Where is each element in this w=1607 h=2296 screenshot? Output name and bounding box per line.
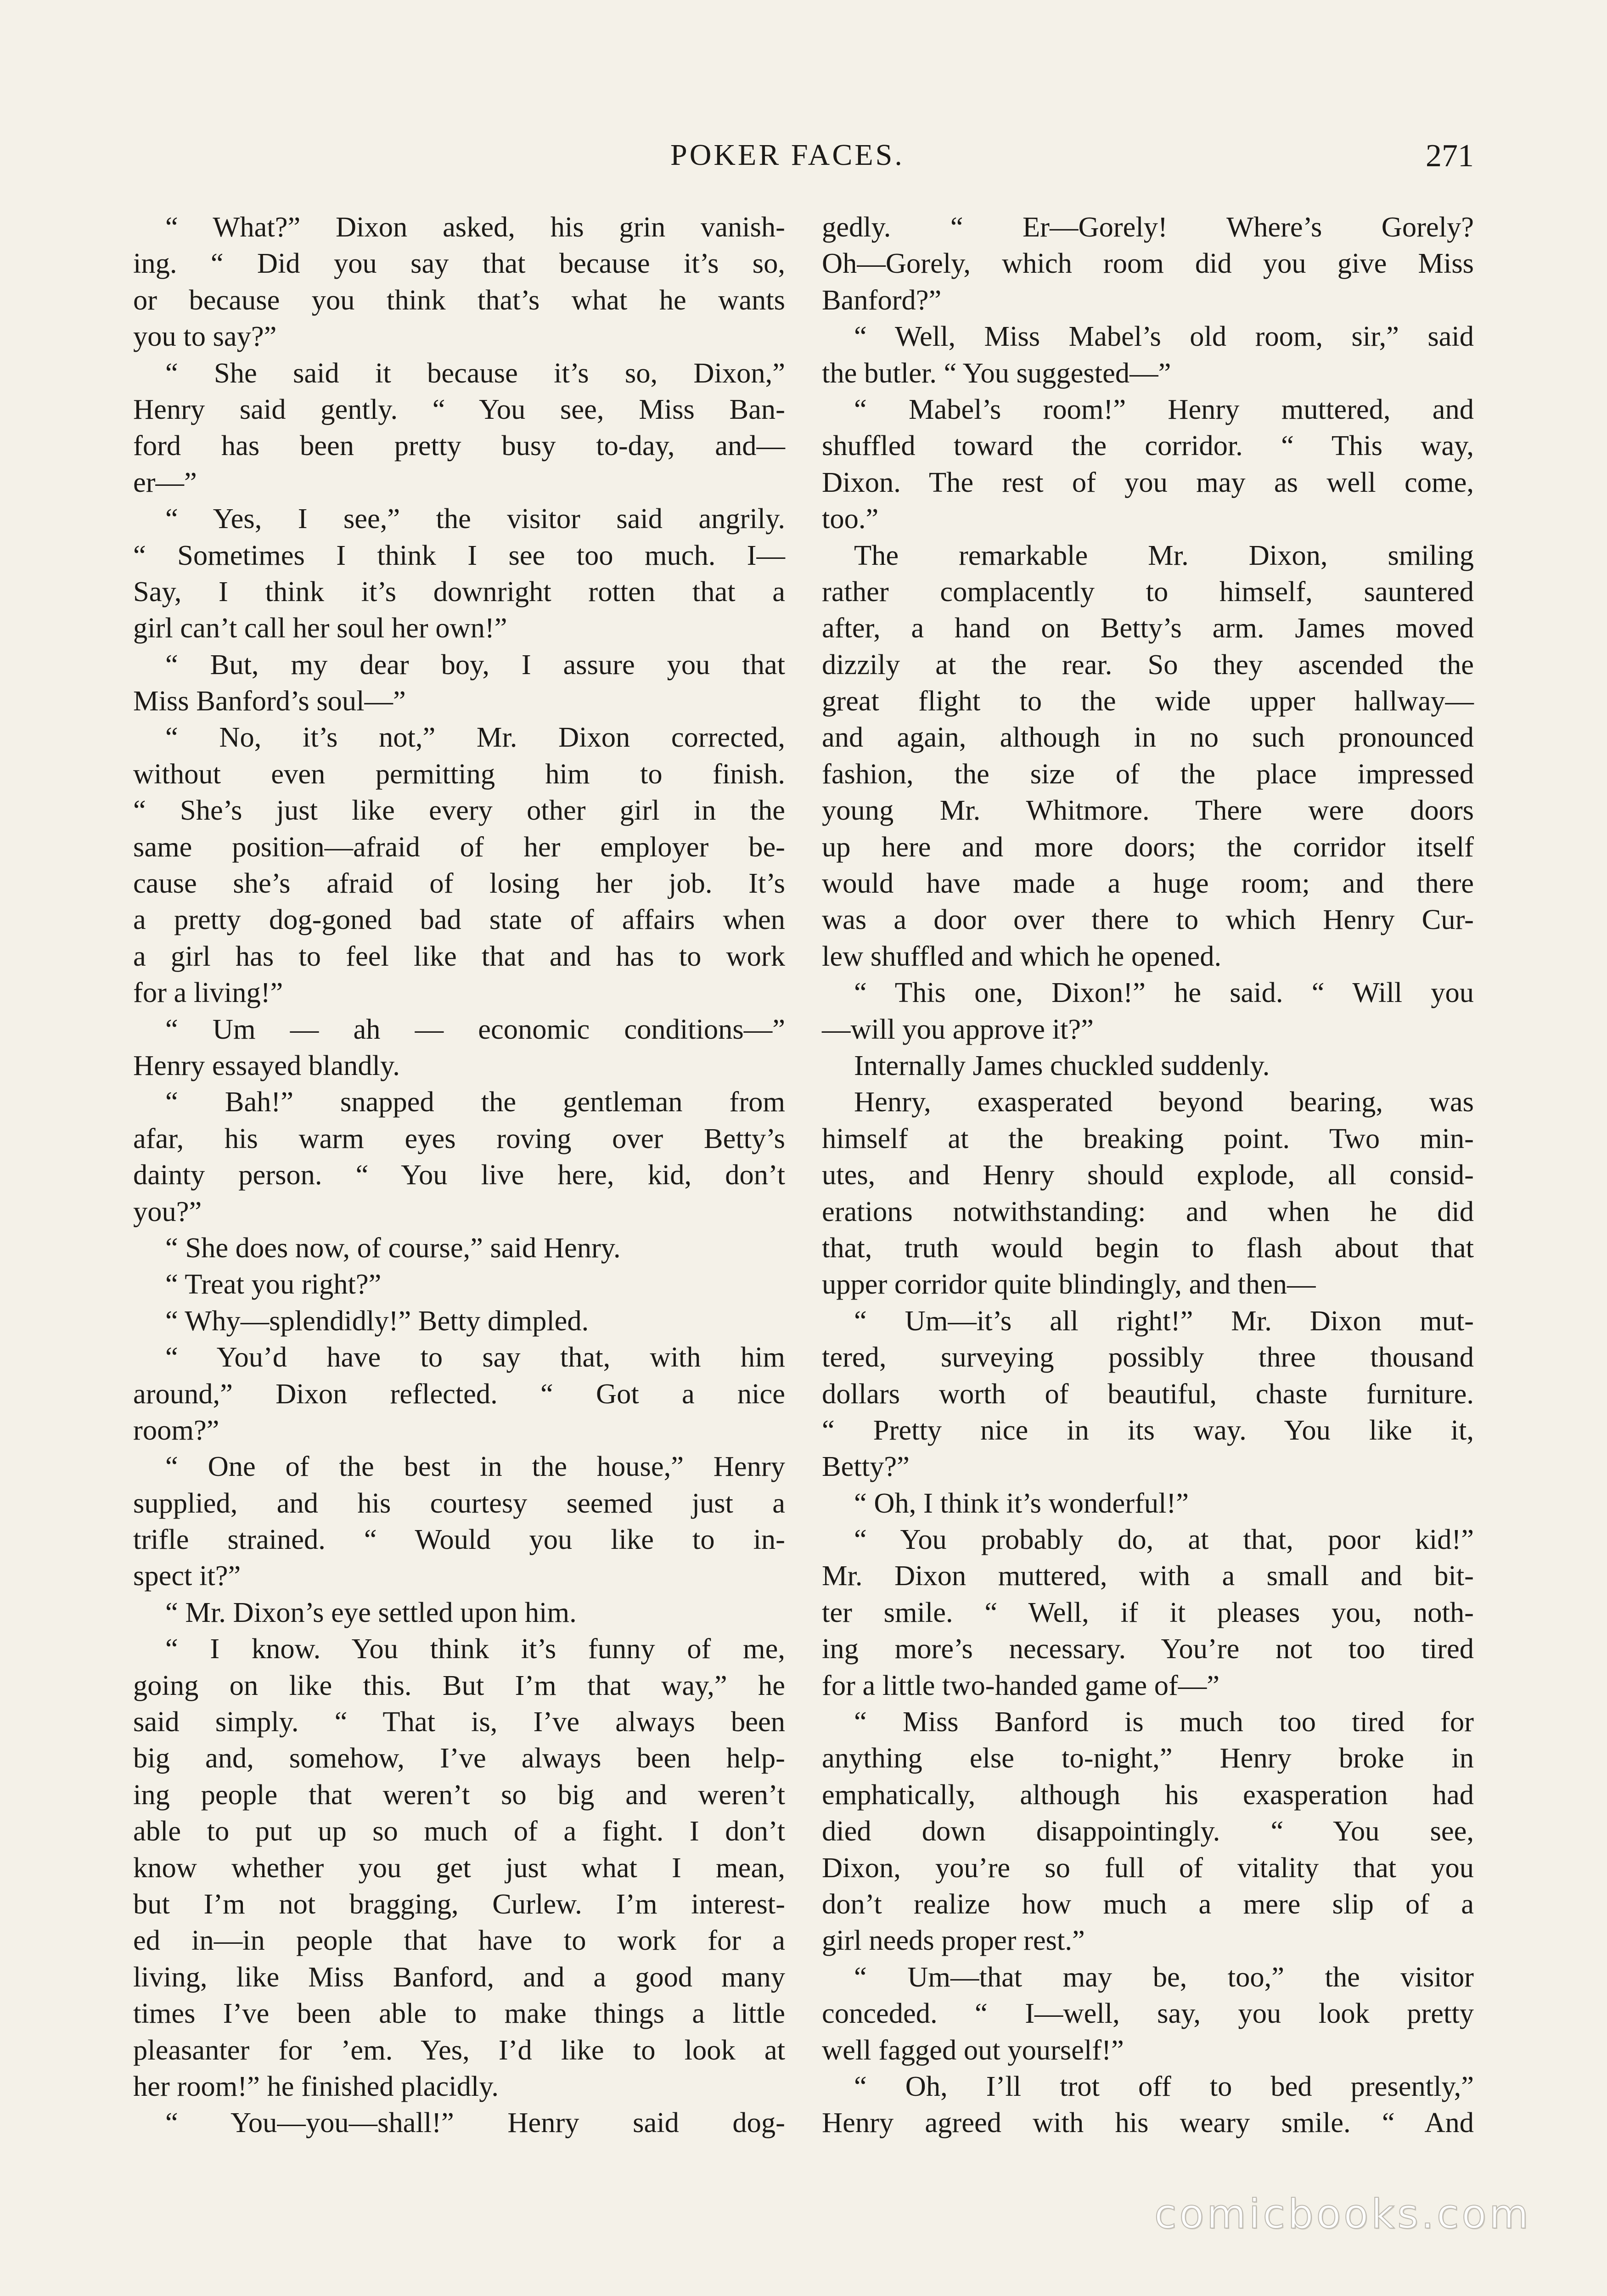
text-line: himself at the breaking point. Two min- (822, 1122, 1474, 1154)
text-line: or because you think that’s what he wants (133, 283, 785, 316)
text-line: “ Oh, I’ll trot off to bed presently,” (854, 2070, 1474, 2102)
text-line: a girl has to feel like that and has to work (133, 940, 785, 972)
text-line: “ Pretty nice in its way. You like it, (822, 1413, 1474, 1446)
text-line: “ Bah!” snapped the gentleman from (165, 1086, 785, 1118)
text-line: her room!” he finished placidly. (133, 2070, 499, 2102)
text-line: “ I know. You think it’s funny of me, (165, 1632, 785, 1665)
text-line: for a little two-handed game of—” (822, 1669, 1219, 1701)
text-line: dainty person. “ You live here, kid, don’t (133, 1159, 785, 1191)
text-line: “ She does now, of course,” said Henry. (165, 1231, 621, 1264)
text-line: that, truth would begin to flash about that (822, 1231, 1474, 1264)
text-line: Henry essayed blandly. (133, 1049, 400, 1081)
text-line: Betty?” (822, 1450, 910, 1483)
text-line: “ Yes, I see,” the visitor said angrily. (165, 502, 785, 535)
text-line: living, like Miss Banford, and a good many (133, 1960, 785, 1993)
text-line: “ Um — ah — economic conditions—” (165, 1013, 785, 1045)
text-line: ing more’s necessary. You’re not too tired (822, 1632, 1474, 1665)
text-line: anything else to-night,” Henry broke in (822, 1742, 1474, 1774)
text-line: a pretty dog-goned bad state of affairs when (133, 903, 785, 936)
text-line: “ Oh, I think it’s wonderful!” (854, 1486, 1189, 1519)
text-line: “ But, my dear boy, I assure you that (165, 648, 785, 681)
text-line: would have made a huge room; and there (822, 867, 1474, 900)
text-line: “ What?” Dixon asked, his grin vanish- (165, 211, 785, 243)
text-line: girl needs proper rest.” (822, 1924, 1085, 1957)
text-line: Dixon. The rest of you may as well come, (822, 466, 1474, 498)
text-line: Banford?” (822, 283, 942, 316)
text-line: Dixon, you’re so full of vitality that you (822, 1851, 1474, 1884)
text-line: ter smile. “ Well, if it pleases you, noth- (822, 1596, 1474, 1628)
text-line: “ She said it because it’s so, Dixon,” (165, 356, 785, 389)
text-line: big and, somehow, I’ve always been help- (133, 1742, 785, 1774)
text-line: Oh—Gorely, which room did you give Miss (822, 247, 1474, 280)
watermark-logo: comicbooks.com (1154, 2190, 1531, 2238)
text-line: too.” (822, 502, 879, 535)
text-line: the butler. “ You suggested—” (822, 356, 1171, 389)
text-line: but I’m not bragging, Curlew. I’m interest- (133, 1887, 785, 1920)
text-line: Miss Banford’s soul—” (133, 685, 406, 717)
text-line: after, a hand on Betty’s arm. James moved (822, 612, 1474, 644)
text-line: was a door over there to which Henry Cur- (822, 903, 1474, 936)
text-line: lew shuffled and which he opened. (822, 940, 1222, 972)
text-line: “ She’s just like every other girl in the (133, 794, 785, 827)
text-line: know whether you get just what I mean, (133, 1851, 785, 1884)
text-line: “ Treat you right?” (165, 1268, 382, 1300)
text-line: trifle strained. “ Would you like to in- (133, 1523, 785, 1556)
text-line: dollars worth of beautiful, chaste furniture. (822, 1377, 1474, 1410)
page-header (670, 138, 1474, 193)
text-line: erations notwithstanding: and when he did (822, 1195, 1474, 1227)
text-line: “ Well, Miss Mabel’s old room, sir,” said (854, 320, 1474, 353)
text-line: spect it?” (133, 1559, 241, 1592)
text-line: cause she’s afraid of losing her job. It’s (133, 867, 785, 900)
text-line: said simply. “ That is, I’ve always been (133, 1705, 785, 1738)
running-title: POKER FACES. (670, 138, 905, 172)
text-line: dizzily at the rear. So they ascended the (822, 648, 1474, 681)
text-line: died down disappointingly. “ You see, (822, 1815, 1474, 1847)
text-line: “ One of the best in the house,” Henry (165, 1450, 785, 1483)
text-line: pleasanter for ’em. Yes, I’d like to look at (133, 2033, 785, 2066)
text-line: “ Sometimes I think I see too much. I— (133, 539, 785, 571)
text-line: up here and more doors; the corridor itself (822, 830, 1474, 863)
text-line: and again, although in no such pronounced (822, 721, 1474, 754)
text-line: don’t realize how much a mere slip of a (822, 1887, 1474, 1920)
right-text-column (822, 209, 1474, 2141)
text-line: “ Why—splendidly!” Betty dimpled. (165, 1304, 589, 1337)
text-line: “ Miss Banford is much too tired for (854, 1705, 1474, 1738)
text-line: “ You—you—shall!” Henry said dog- (165, 2106, 785, 2139)
text-line: times I’ve been able to make things a little (133, 1997, 785, 2030)
text-line: upper corridor quite blindingly, and then— (822, 1268, 1316, 1300)
text-line: going on like this. But I’m that way,” he (133, 1669, 785, 1701)
text-line: ing people that weren’t so big and weren’t (133, 1778, 785, 1811)
text-line: gedly. “ Er—Gorely! Where’s Gorely? (822, 211, 1474, 243)
left-text-column (133, 209, 785, 2141)
text-line: Henry agreed with his weary smile. “ And (822, 2106, 1474, 2139)
text-line: rather complacently to himself, sauntered (822, 575, 1474, 608)
text-line: —will you approve it?” (822, 1013, 1094, 1045)
text-line: you to say?” (133, 320, 277, 353)
text-line: Henry, exasperated beyond bearing, was (854, 1086, 1474, 1118)
text-line: “ You’d have to say that, with him (165, 1341, 785, 1373)
text-line: “ Um—that may be, too,” the visitor (854, 1960, 1474, 1993)
text-line: ed in—in people that have to work for a (133, 1924, 785, 1957)
text-line: The remarkable Mr. Dixon, smiling (854, 539, 1474, 571)
text-line: Internally James chuckled suddenly. (854, 1049, 1270, 1081)
text-line: conceded. “ I—well, say, you look pretty (822, 1997, 1474, 2030)
text-line: Say, I think it’s downright rotten that a (133, 575, 785, 608)
text-line: “ Mabel’s room!” Henry muttered, and (854, 393, 1474, 425)
text-line: able to put up so much of a fight. I don’t (133, 1815, 785, 1847)
text-line: around,” Dixon reflected. “ Got a nice (133, 1377, 785, 1410)
text-line: afar, his warm eyes roving over Betty’s (133, 1122, 785, 1154)
text-line: “ This one, Dixon!” he said. “ Will you (854, 976, 1474, 1009)
text-line: tered, surveying possibly three thousand (822, 1341, 1474, 1373)
text-line: emphatically, although his exasperation had (822, 1778, 1474, 1811)
page-number: 271 (1426, 138, 1474, 174)
text-line: supplied, and his courtesy seemed just a (133, 1486, 785, 1519)
text-line: well fagged out yourself!” (822, 2033, 1124, 2066)
text-line: ford has been pretty busy to-day, and— (133, 429, 785, 462)
text-line: utes, and Henry should explode, all consid- (822, 1159, 1474, 1191)
text-line: “ You probably do, at that, poor kid!” (854, 1523, 1474, 1556)
text-line: great flight to the wide upper hallway— (822, 685, 1474, 717)
text-line: “ Um—it’s all right!” Mr. Dixon mut- (854, 1304, 1474, 1337)
text-line: er—” (133, 466, 197, 498)
text-line: Henry said gently. “ You see, Miss Ban- (133, 393, 785, 425)
text-line: without even permitting him to finish. (133, 757, 785, 790)
text-line: for a living!” (133, 976, 283, 1009)
text-line: Mr. Dixon muttered, with a small and bit- (822, 1559, 1474, 1592)
text-line: you?” (133, 1195, 202, 1227)
text-line: girl can’t call her soul her own!” (133, 612, 507, 644)
text-line: shuffled toward the corridor. “ This way, (822, 429, 1474, 462)
text-line: fashion, the size of the place impressed (822, 757, 1474, 790)
text-line: ing. “ Did you say that because it’s so, (133, 247, 785, 280)
text-line: young Mr. Whitmore. There were doors (822, 794, 1474, 827)
text-line: room?” (133, 1413, 219, 1446)
text-line: “ Mr. Dixon’s eye settled upon him. (165, 1596, 577, 1628)
text-line: same position—afraid of her employer be- (133, 830, 785, 863)
text-line: “ No, it’s not,” Mr. Dixon corrected, (165, 721, 785, 754)
